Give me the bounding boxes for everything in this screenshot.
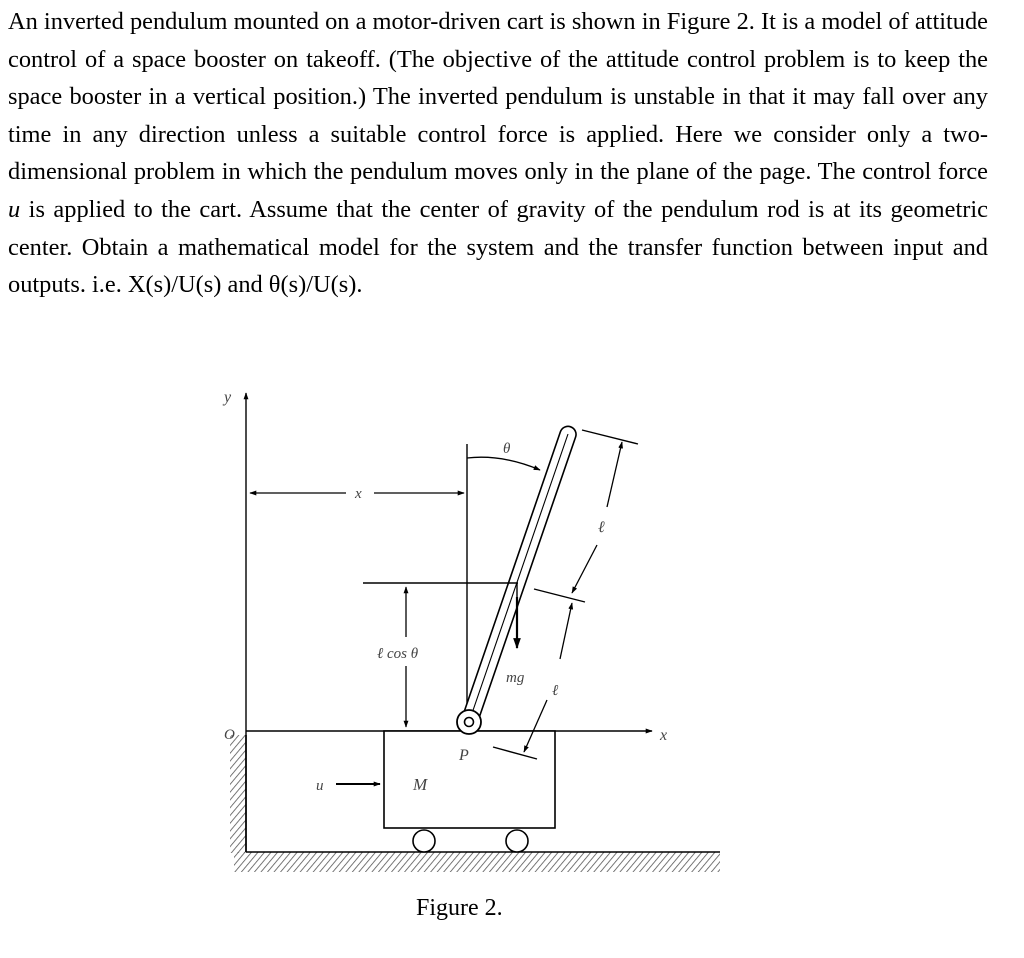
length-lower-label: ℓ [552, 683, 559, 699]
length-lower-arrow-top [560, 603, 572, 659]
gravity-force-label: mg [506, 670, 525, 686]
x-distance-label: x [355, 486, 362, 502]
input-force-label: u [316, 778, 324, 794]
wall-hatching [230, 735, 246, 853]
length-upper-arrow-bottom [572, 545, 597, 593]
cart-wheel-left [413, 830, 435, 852]
length-upper-label: ℓ [598, 519, 605, 536]
x-axis-label: x [660, 727, 668, 744]
cart-body [384, 731, 555, 828]
cart-wheel-right [506, 830, 528, 852]
problem-text-part2: is applied to the cart. Assume that the center of gravity of the pendulum rod is at its geometric center. Obtain a mathematical model for the system and the transfer function between input and outputs. i.e. X(s)/U(s) and θ(s)/U(s). [8, 195, 988, 299]
origin-label: O [224, 727, 235, 743]
pivot-inner-circle [465, 718, 474, 727]
l-cos-theta-label: ℓ cos θ [377, 646, 419, 662]
length-upper-arrow-top [607, 442, 622, 507]
cart-mass-label: M [413, 775, 428, 794]
length-tick-middle [534, 589, 585, 602]
pivot-label: P [459, 747, 469, 764]
ground-hatching [234, 852, 720, 872]
theta-arc [467, 457, 540, 470]
figure-caption: Figure 2. [416, 895, 503, 921]
length-tick-top [582, 430, 638, 444]
y-axis-label: y [224, 389, 232, 406]
problem-text-part1: An inverted pendulum mounted on a motor-driven cart is shown in Figure 2. It is a model of attitude control of a space booster on takeoff. (The objective of the attitude control problem is to keep the space booster in a vertical position.) The inverted pendulum is unstable in that it may fall over any time in any direction unless a suitable control force is applied. Here we consider only a two-dimensional problem in which the pendulum moves only in the plane of the page. The control force [8, 8, 988, 186]
theta-label: θ [503, 441, 511, 457]
control-force-variable: u [8, 195, 21, 223]
